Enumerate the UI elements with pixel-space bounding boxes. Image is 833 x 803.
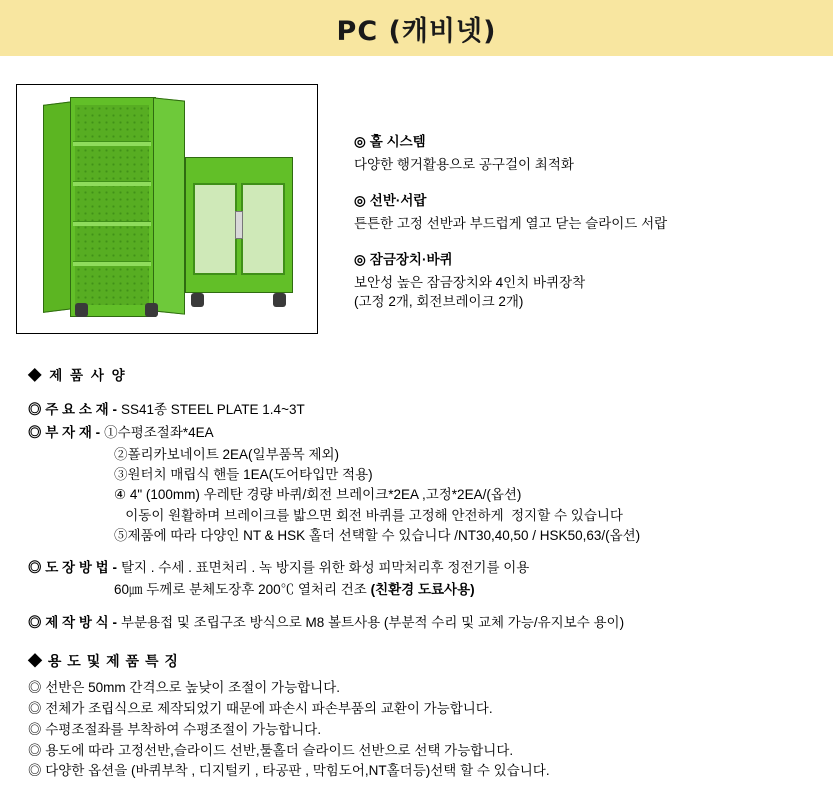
diamond-icon: ◆ [28, 652, 43, 669]
spec-row-construction [28, 613, 833, 633]
spec-subline: 이동이 원활하며 브레이크를 밟으면 회전 바퀴를 고정해 안전하게 정지할 수 있습니다 [114, 507, 623, 523]
bullet-diamond-icon: ◎ [354, 193, 366, 209]
cabinet-shelf [73, 261, 151, 266]
feature-title-text: 선반·서랍 [369, 193, 427, 209]
usage-heading [28, 651, 833, 672]
usage-item-text: 다양한 옵션을 (바퀴부착 , 디지털키 , 타공판 , 막힘도어,NT홀더등)선택 할 수 있습니다. [45, 763, 550, 779]
page-title: PC (캐비넷) [336, 15, 497, 47]
bullet-double-circle-icon: ◎ [28, 700, 42, 716]
usage-item-text: 수평조절좌를 부착하여 수평조절이 가능합니다. [45, 721, 322, 737]
caster-wheel [273, 293, 286, 307]
spec-row-value: 부분용접 및 조립구조 방식으로 M8 볼트사용 (부분적 수리 및 교체 가능/유지보수 용이) [120, 614, 625, 630]
spec-subline: ③원터치 매립식 핸들 1EA(도어타입만 적용) [114, 467, 373, 482]
caster-wheel [75, 303, 88, 317]
cabinet-handle [235, 211, 243, 239]
feature-title-text: 홀 시스템 [369, 134, 426, 149]
spec-row-coating [28, 558, 833, 578]
spec-row-label [28, 558, 117, 578]
spec-row-value: ①수평조절좌*4EA [104, 424, 214, 440]
bullet-diamond-icon: ◎ [354, 252, 366, 268]
feature-title [354, 191, 667, 211]
bullet-double-circle-icon: ◎ [28, 742, 42, 758]
usage-item [28, 761, 833, 782]
spec-dash: - [112, 560, 117, 575]
spec-label-text: 도 장 방 법 [45, 560, 109, 575]
spec-row-submaterial [28, 423, 833, 443]
feature-item [354, 250, 667, 312]
spec-row-material [28, 400, 833, 420]
product-photo-image [17, 85, 317, 333]
spec-dash: - [112, 402, 117, 418]
cabinet-left-door [43, 101, 73, 313]
cabinet-right-door [153, 97, 185, 314]
spec-row-value: 탈지 . 수세 . 표면처리 . 녹 방지를 위한 화성 피막처리후 정전기를 이용 [120, 560, 530, 575]
bullet-double-circle-icon: ◎ [28, 424, 42, 440]
coating-detail-emphasis: (친환경 도료사용) [370, 582, 475, 598]
product-photo [16, 84, 318, 334]
feature-title [354, 132, 667, 152]
perforated-panel [75, 105, 149, 305]
specification-section [0, 334, 833, 782]
usage-item [28, 741, 833, 762]
spec-subline-coating-detail [114, 580, 833, 600]
feature-description: 다양한 행거활용으로 공구걸이 최적화 [354, 156, 574, 172]
cabinet-window-left [193, 183, 237, 275]
bullet-double-circle-icon: ◎ [28, 614, 42, 630]
cabinet-shelf [73, 221, 151, 226]
usage-item [28, 699, 833, 720]
feature-description: 보안성 높은 잠금장치와 4인치 바퀴장착 [354, 274, 586, 290]
spec-heading [28, 366, 833, 386]
feature-item [354, 191, 667, 233]
caster-wheel [191, 293, 204, 307]
bullet-double-circle-icon: ◎ [28, 679, 42, 695]
cabinet-shelf [73, 181, 151, 186]
spec-subline: ④ 4" (100mm) 우레탄 경량 바퀴/회전 브레이크*2EA ,고정*2EA/(옵션) [114, 487, 522, 503]
spec-dash: - [95, 424, 101, 440]
bullet-double-circle-icon: ◎ [28, 402, 42, 418]
usage-item-text: 용도에 따라 고정선반,슬라이드 선반,툴홀더 슬라이드 선반으로 선택 가능합니다. [45, 742, 514, 758]
spec-row-label [28, 423, 100, 443]
open-cabinet-illustration [43, 97, 183, 317]
feature-title [354, 250, 667, 270]
feature-item [354, 132, 667, 174]
spec-subline: ⑤제품에 따라 다양인 NT & HSK 홀더 선택할 수 있습니다 /NT30,40,50 / HSK50,63/(옵션) [114, 527, 641, 543]
bullet-double-circle-icon: ◎ [28, 763, 42, 779]
spec-dash: - [112, 614, 117, 630]
usage-item-text: 선반은 50mm 간격으로 높낮이 조절이 가능합니다. [45, 679, 341, 695]
bullet-double-circle-icon: ◎ [28, 721, 42, 737]
feature-description: 튼튼한 고정 선반과 부드럽게 열고 닫는 슬라이드 서랍 [354, 215, 668, 231]
spec-label-text: 주 요 소 재 [45, 402, 109, 418]
usage-item-text: 전체가 조립식으로 제작되었기 때문에 파손시 파손부품의 교환이 가능합니다. [45, 700, 493, 716]
usage-item [28, 720, 833, 741]
caster-wheel [145, 303, 158, 317]
cabinet-shelf [73, 141, 151, 146]
spec-heading-text: 제 품 사 양 [49, 368, 127, 383]
page-title-bar [0, 0, 833, 56]
bullet-diamond-icon: ◎ [354, 134, 366, 149]
coating-detail-text: 60㎛ 두께로 분체도장후 200℃ 열처리 건조 [114, 582, 371, 598]
usage-item [28, 678, 833, 699]
bullet-double-circle-icon: ◎ [28, 560, 42, 575]
feature-title-text: 잠금장치·바퀴 [369, 252, 453, 268]
spec-row-label [28, 400, 117, 420]
spec-row-value: SS41종 STEEL PLATE 1.4~3T [120, 402, 305, 418]
cabinet-window-right [241, 183, 285, 275]
spec-row-label [28, 613, 117, 633]
spec-label-text: 제 작 방 식 [45, 614, 109, 630]
feature-description-secondary: (고정 2개, 회전브레이크 2개) [354, 294, 524, 310]
spec-label-text: 부 자 재 [45, 424, 92, 440]
feature-list [354, 84, 667, 329]
spec-subline: ②폴리카보네이트 2EA(일부품목 제외) [114, 446, 340, 462]
product-overview-section [0, 56, 833, 334]
closed-cabinet-illustration [185, 157, 293, 307]
diamond-icon: ◆ [28, 368, 44, 383]
usage-heading-text: 용 도 및 제 품 특 징 [47, 652, 179, 669]
